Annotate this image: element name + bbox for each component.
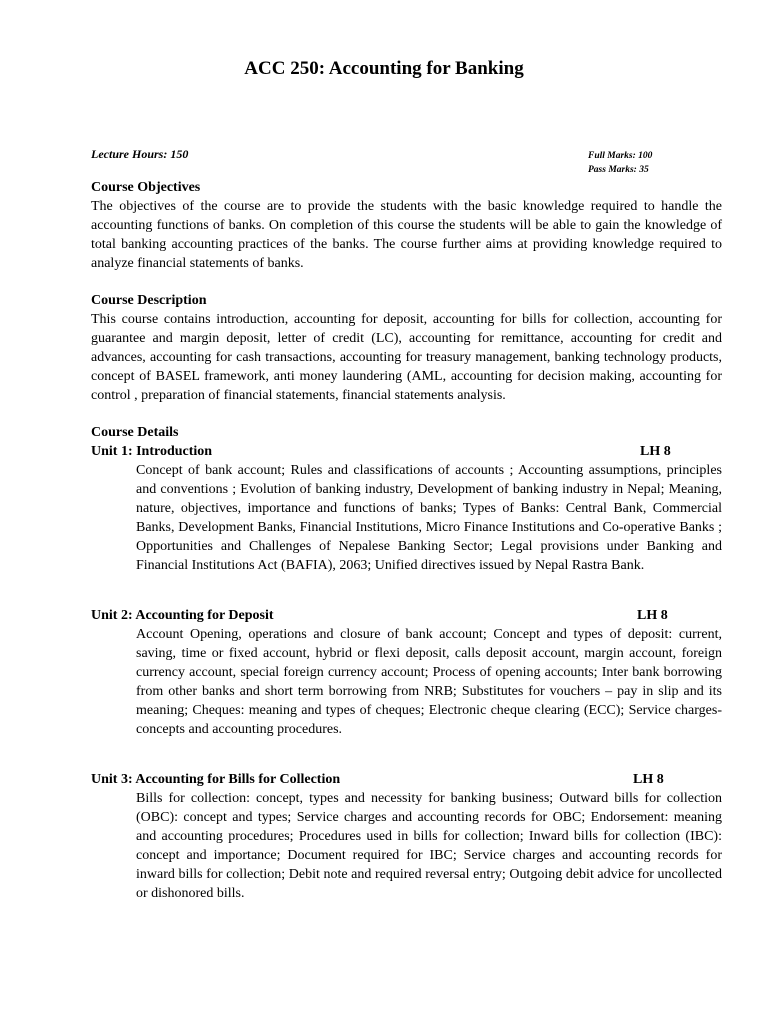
unit-3-title: Unit 3: Accounting for Bills for Collection [91,772,341,787]
description-text: This course contains introduction, accounting for deposit, accounting for bills for collection, accounting for guarantee and margin deposit, letter of credit (LC), accounting for remittance, accounting for credit and advances, accounting for cash transactions, accounting for treasury management, banking technology products, concept of BASEL framework, anti money laundering (AML, accounting for decision making, accounting for control , preparation of financial statements, financial statements analysis. [91,312,722,403]
unit-2-hours: LH 8 [637,608,668,623]
full-marks: Full Marks: 100 [588,151,653,161]
unit-1-title: Unit 1: Introduction [91,444,213,459]
unit-3-text: Bills for collection: concept, types and necessity for banking business; Outward bills for collection (OBC): concept and types; Service charges and accounting records for OBC; Endorsement: meaning and accounting procedures; Procedures used in bills for collection; Inward bills for collection (IBC): concept and importance; Document required for IBC; Service charges and accounting records for inward bills for collection; Debit note and required reversal entry; Outgoing debit advice for uncollected or dishonored bills. [136,791,722,901]
unit-2-text: Account Opening, operations and closure of bank account; Concept and types of deposit: current, saving, time or fixed account, hybrid or flexi deposit, calls deposit account, margin account, foreign currency account, special foreign currency account; Process of opening accounts; Inter bank borrowing from other banks and short term borrowing from NRB; Substitutes for vouchers – pay in slip and its meaning; Cheques: meaning and types of cheques; Electronic cheque clearing (ECC); Service charges- concepts and accounting procedures. [136,627,722,737]
details-heading: Course Details [91,425,179,440]
objectives-heading: Course Objectives [91,180,201,195]
unit-1-text: Concept of bank account; Rules and classifications of accounts ; Accounting assumptions, principles and conventions ; Evolution of banking industry, Development of banking industry in Nepal; Meaning, nature, objectives, importance and functions of banks; Types of Banks: Central Bank, Commercial Banks, Development Banks, Financial Institutions, Micro Finance Institutions and Co-operative Banks ; Opportunities and Challenges of Nepalese Banking Sector; Legal provisions under Banking and Financial Institutions Act (BAFIA), 2063; Unified directives issued by Nepal Rastra Bank. [136,463,722,573]
marks-info [588,149,652,177]
page-title: ACC 250: Accounting for Banking [244,58,524,79]
unit-3-hours: LH 8 [633,772,664,787]
unit-1-hours: LH 8 [640,444,671,459]
lecture-hours: Lecture Hours: 150 [91,147,189,161]
objectives-text: The objectives of the course are to provide the students with the basic knowledge required to handle the accounting functions of banks. On completion of this course the students will be able to gain the knowledge of total banking accounting practices of the banks. The course further aims at providing knowledge required to analyze financial statements of banks. [91,199,722,271]
pass-marks: Pass Marks: 35 [588,165,649,175]
description-heading: Course Description [91,293,207,308]
unit-2-title: Unit 2: Accounting for Deposit [91,608,274,623]
